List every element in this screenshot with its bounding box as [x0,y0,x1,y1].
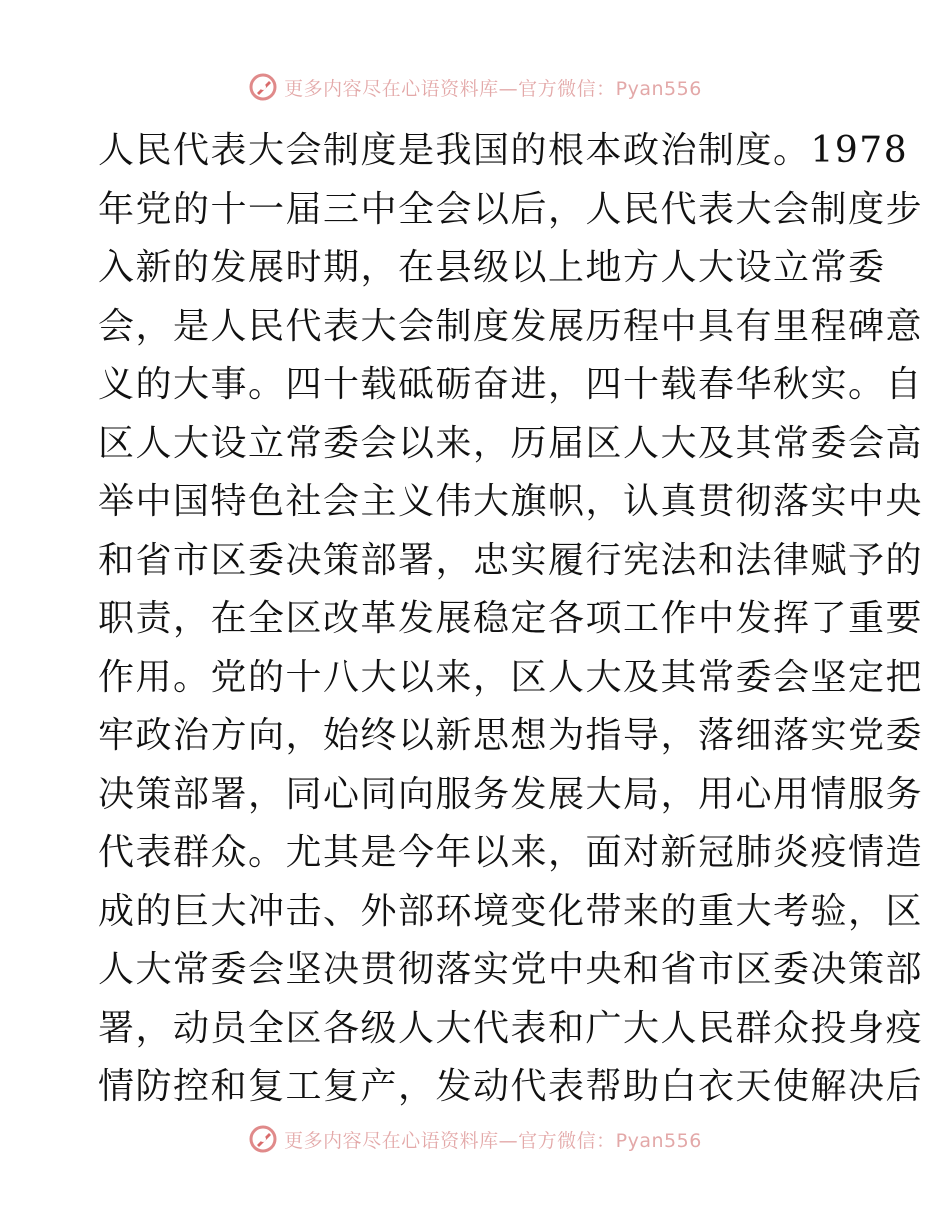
text-line: 情防控和复工复产，发动代表帮助白衣天使解决后 [98,1066,924,1107]
text-line: 决策部署，同心同向服务发展大局，用心用情服务 [98,773,924,815]
document-body [98,122,924,1117]
quill-seal-icon [248,72,278,102]
text-line: 和省市区委决策部署，忠实履行宪法和法律赋予的 [98,539,924,581]
footer-watermark [0,1124,950,1154]
text-line: 年党的十一届三中全会以后，人民代表大会制度步 [98,188,924,230]
text-line: 会，是人民代表大会制度发展历程中具有里程碑意 [98,305,924,347]
text-line: 举中国特色社会主义伟大旗帜，认真贯彻落实中央 [98,481,924,522]
text-line: 署，动员全区各级人大代表和广大人民群众投身疫 [98,1007,924,1049]
text-line: 牢政治方向，始终以新思想为指导，落细落实党委 [98,715,924,756]
header-watermark [0,72,950,102]
watermark-text: 更多内容尽在心语资料库—官方微信：Pyan556 [284,1129,702,1152]
text-line: 人大常委会坚决贯彻落实党中央和省市区委决策部 [98,949,924,990]
text-line: 职责，在全区改革发展稳定各项工作中发挥了重要 [98,598,924,639]
quill-seal-icon [248,1124,278,1154]
text-line: 义的大事。四十载砥砺奋进，四十载春华秋实。自 [98,364,924,405]
text-line: 区人大设立常委会以来，历届区人大及其常委会高 [98,422,924,464]
text-line: 代表群众。尤其是今年以来，面对新冠肺炎疫情造 [98,832,924,873]
text-line: 成的巨大冲击、外部环境变化带来的重大考验，区 [98,890,924,932]
text-line: 人民代表大会制度是我国的根本政治制度。1978 [98,130,909,171]
text-line: 入新的发展时期，在县级以上地方人大设立常委 [98,247,886,288]
watermark-text: 更多内容尽在心语资料库—官方微信：Pyan556 [284,77,702,100]
text-line: 作用。党的十八大以来，区人大及其常委会坚定把 [98,656,924,698]
